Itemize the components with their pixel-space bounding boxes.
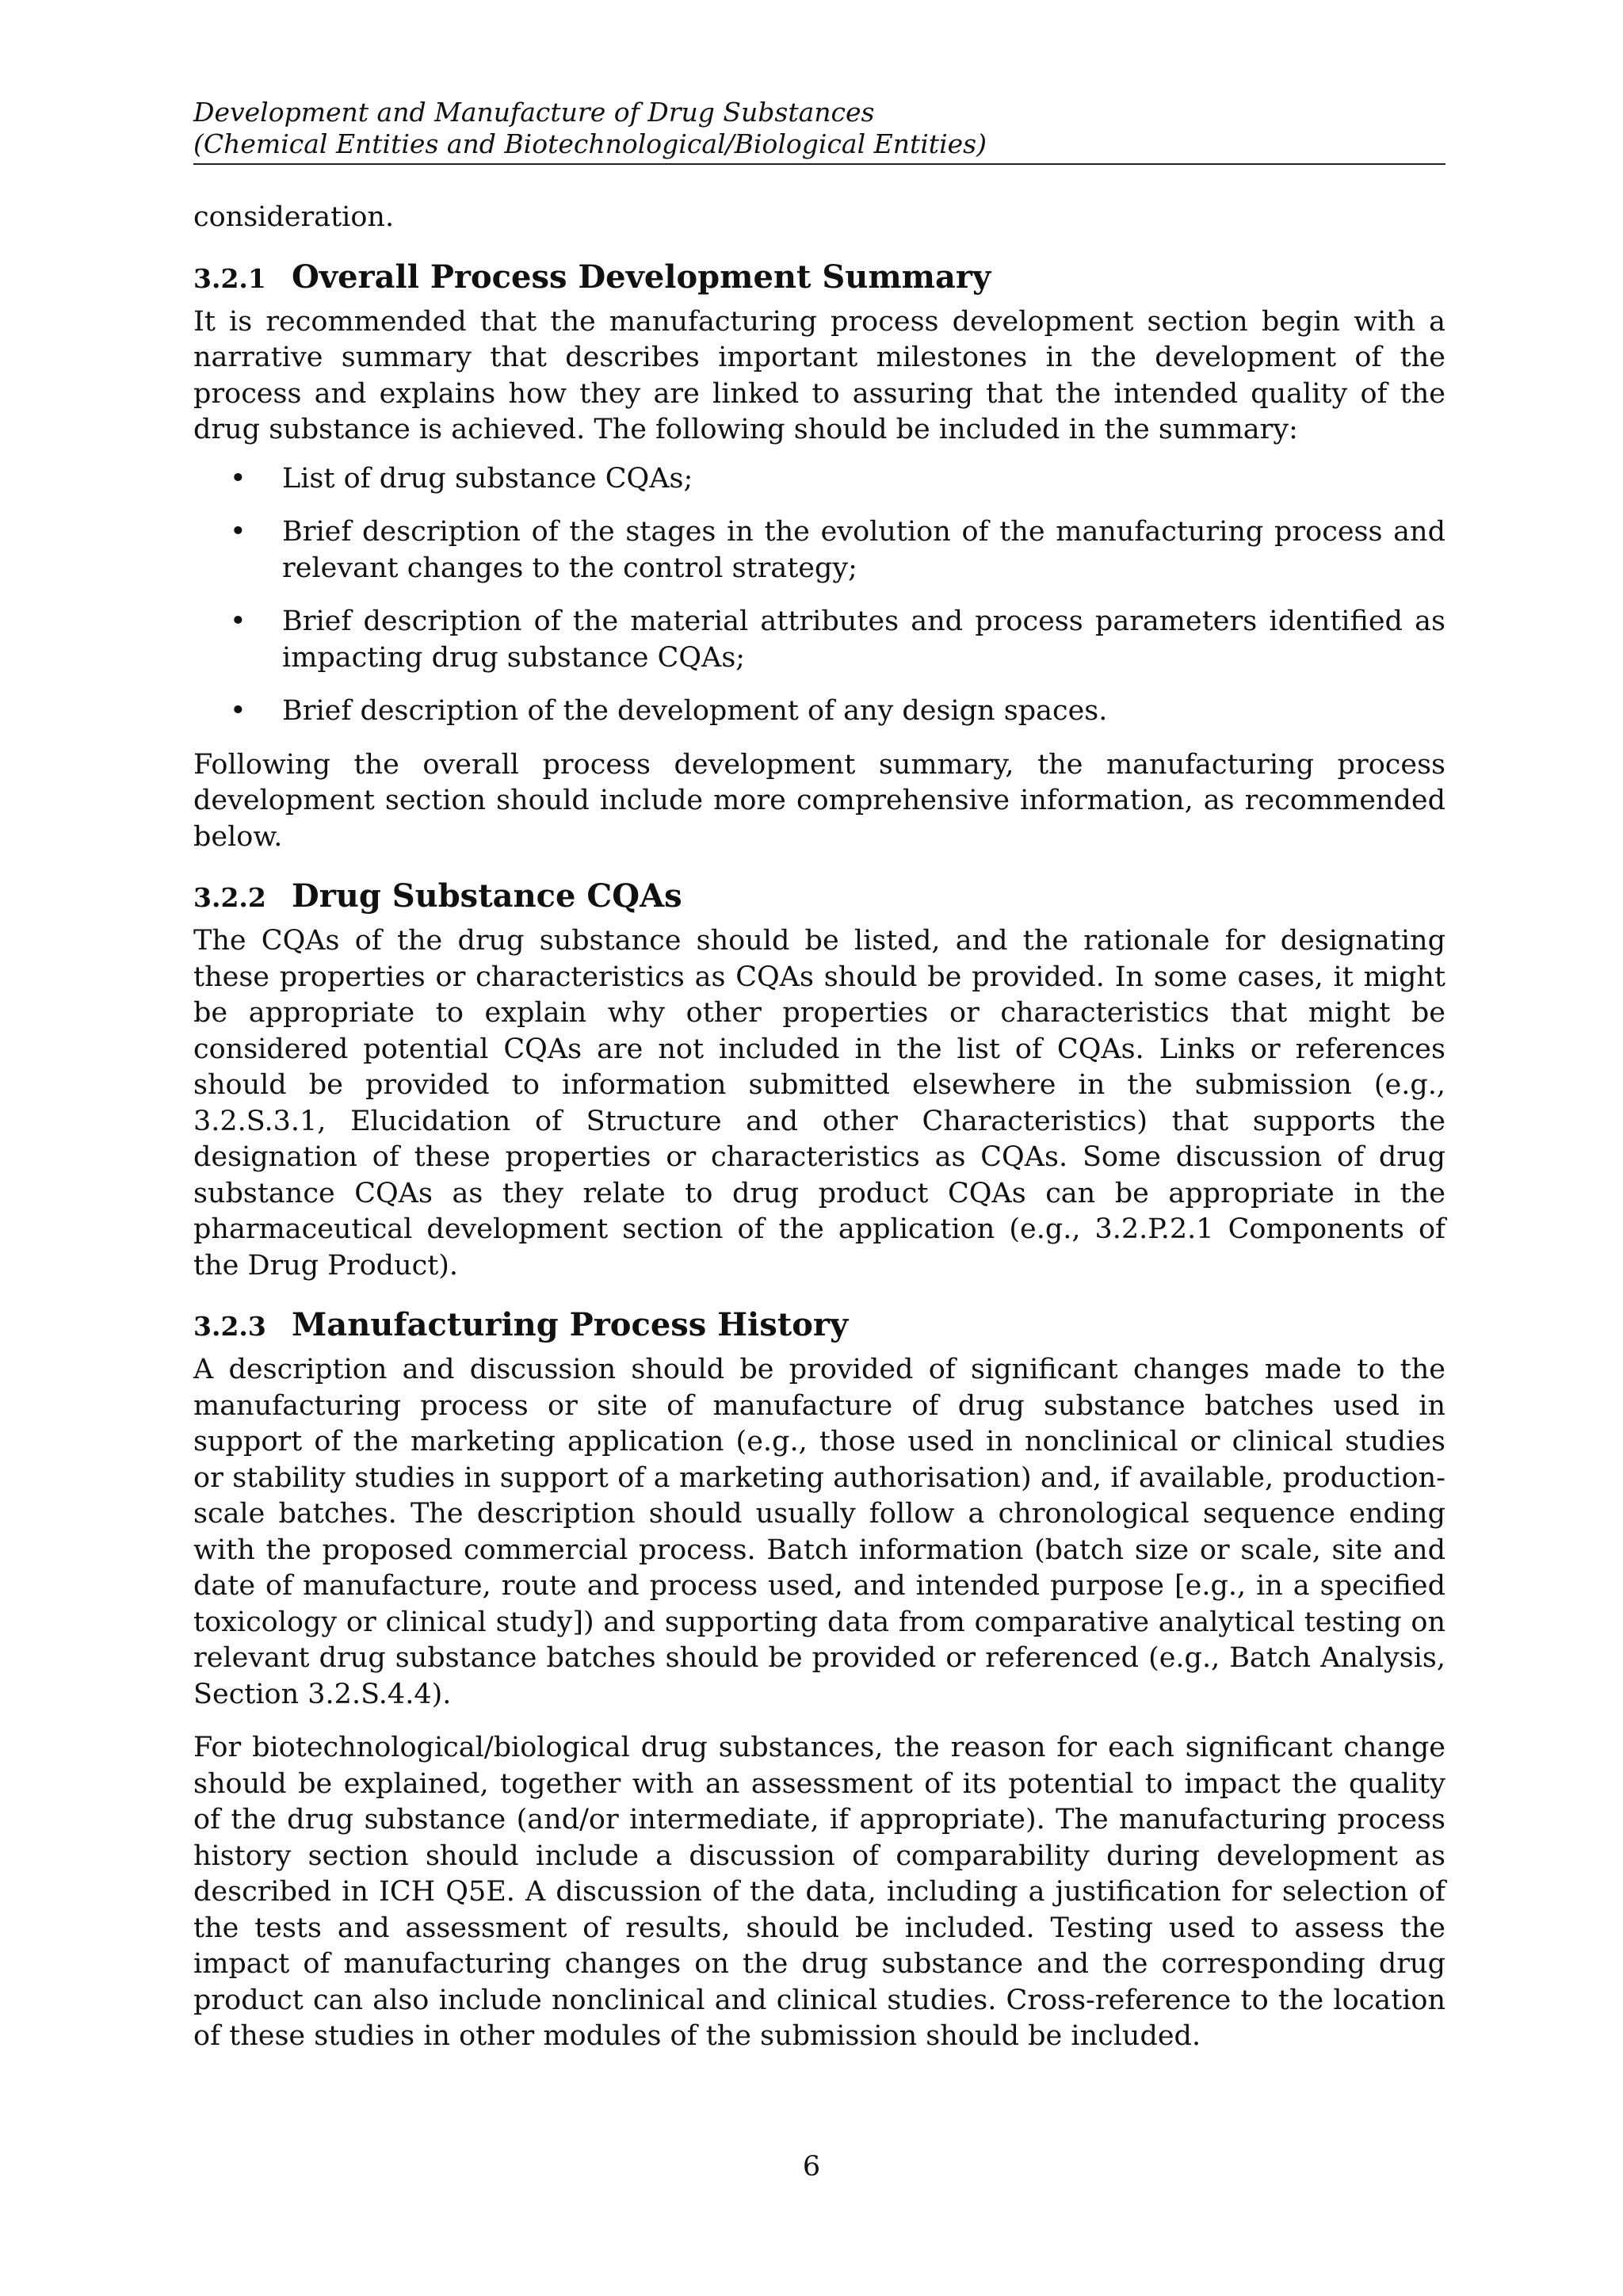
list-item-text: Brief description of the material attributes and process parameters identified as impacting drug substance CQAs;: [282, 606, 1445, 674]
header-title-line1: Development and Manufacture of Drug Substances: [193, 97, 875, 128]
bullet-icon: •: [230, 695, 246, 727]
list-item: [193, 604, 1445, 676]
section-3-2-1-intro: It is recommended that the manufacturing process development section begin with a narrative summary that describes important milestones in the development of the process and explains how they are linked to assuring that the intended quality of the drug substance is achieved. The following should be included in the summary:: [193, 305, 1445, 445]
section-heading-3-2-1: [193, 258, 1445, 298]
summary-bullet-list: [193, 461, 1445, 730]
section-3-2-3-paragraph-1: A description and discussion should be provided of significant changes made to the manufacturing process or site of manufacture of drug substance batches used in support of the marketing application (e.g., those used in nonclinical or clinical studies or stability studies in support of a marketing authorisation) and, if available, production-scale batches. The description should usually follow a chronological sequence ending with the proposed commercial process. Batch information (batch size or scale, site and date of manufacture, route and process used, and intended purpose [e.g., in a specified toxicology or clinical study]) and supporting data from comparative analytical testing on relevant drug substance batches should be provided or referenced (e.g., Batch Analysis, Section 3.2.S.4.4).: [193, 1354, 1445, 1710]
section-heading-3-2-3: [193, 1306, 1445, 1346]
section-number: 3.2.3: [193, 1311, 266, 1342]
section-title: Manufacturing Process History: [292, 1306, 849, 1343]
section-heading-3-2-2: [193, 877, 1445, 917]
list-item: [193, 514, 1445, 586]
list-item: [193, 693, 1445, 730]
page-number: 6: [802, 2151, 821, 2183]
section-3-2-2-paragraph: The CQAs of the drug substance should be listed, and the rationale for designating these properties or characteristics as CQAs should be provided. In some cases, it might be appropriate to explain why other properties or characteristics that might be considered potential CQAs are not included in the list of CQAs. Links or references should be provided to information submitted elsewhere in the submission (e.g., 3.2.S.3.1, Elucidation of Structure and other Characteristics) that supports the designation of these properties or characteristics as CQAs. Some discussion of drug substance CQAs as they relate to drug product CQAs can be appropriate in the pharmaceutical development section of the application (e.g., 3.2.P.2.1 Components of the Drug Product).: [193, 925, 1445, 1282]
running-header: [193, 97, 1445, 165]
bullet-icon: •: [230, 606, 246, 637]
section-3-2-1-outro: Following the overall process development summary, the manufacturing process development section should include more comprehensive information, as recommended below.: [193, 748, 1445, 853]
list-item-text: List of drug substance CQAs;: [282, 462, 693, 495]
bullet-icon: •: [230, 516, 246, 548]
header-title-line2: (Chemical Entities and Biotechnological/Biological Entities): [193, 128, 987, 159]
section-title: Overall Process Development Summary: [292, 258, 991, 296]
section-title: Drug Substance CQAs: [292, 877, 682, 915]
list-item-text: Brief description of the stages in the evolution of the manufacturing process and relevant changes to the control strategy;: [282, 516, 1445, 584]
section-number: 3.2.2: [193, 882, 266, 913]
page-content: [193, 200, 1445, 2055]
list-item-text: Brief description of the development of any design spaces.: [282, 695, 1108, 727]
section-3-2-3-paragraph-2: For biotechnological/biological drug substances, the reason for each significant change should be explained, together with an assessment of its potential to impact the quality of the drug substance (and/or intermediate, if appropriate). The manufacturing process history section should include a discussion of comparability during development as described in ICH Q5E. A discussion of the data, including a justification for selection of the tests and assessment of results, should be included. Testing used to assess the impact of manufacturing changes on the drug substance and the corresponding drug product can also include nonclinical and clinical studies. Cross-reference to the location of these studies in other modules of the submission should be included.: [193, 1732, 1445, 2052]
bullet-icon: •: [230, 462, 246, 495]
list-item: [193, 461, 1445, 498]
continuation-text: consideration.: [193, 201, 395, 233]
section-number: 3.2.1: [193, 262, 266, 294]
